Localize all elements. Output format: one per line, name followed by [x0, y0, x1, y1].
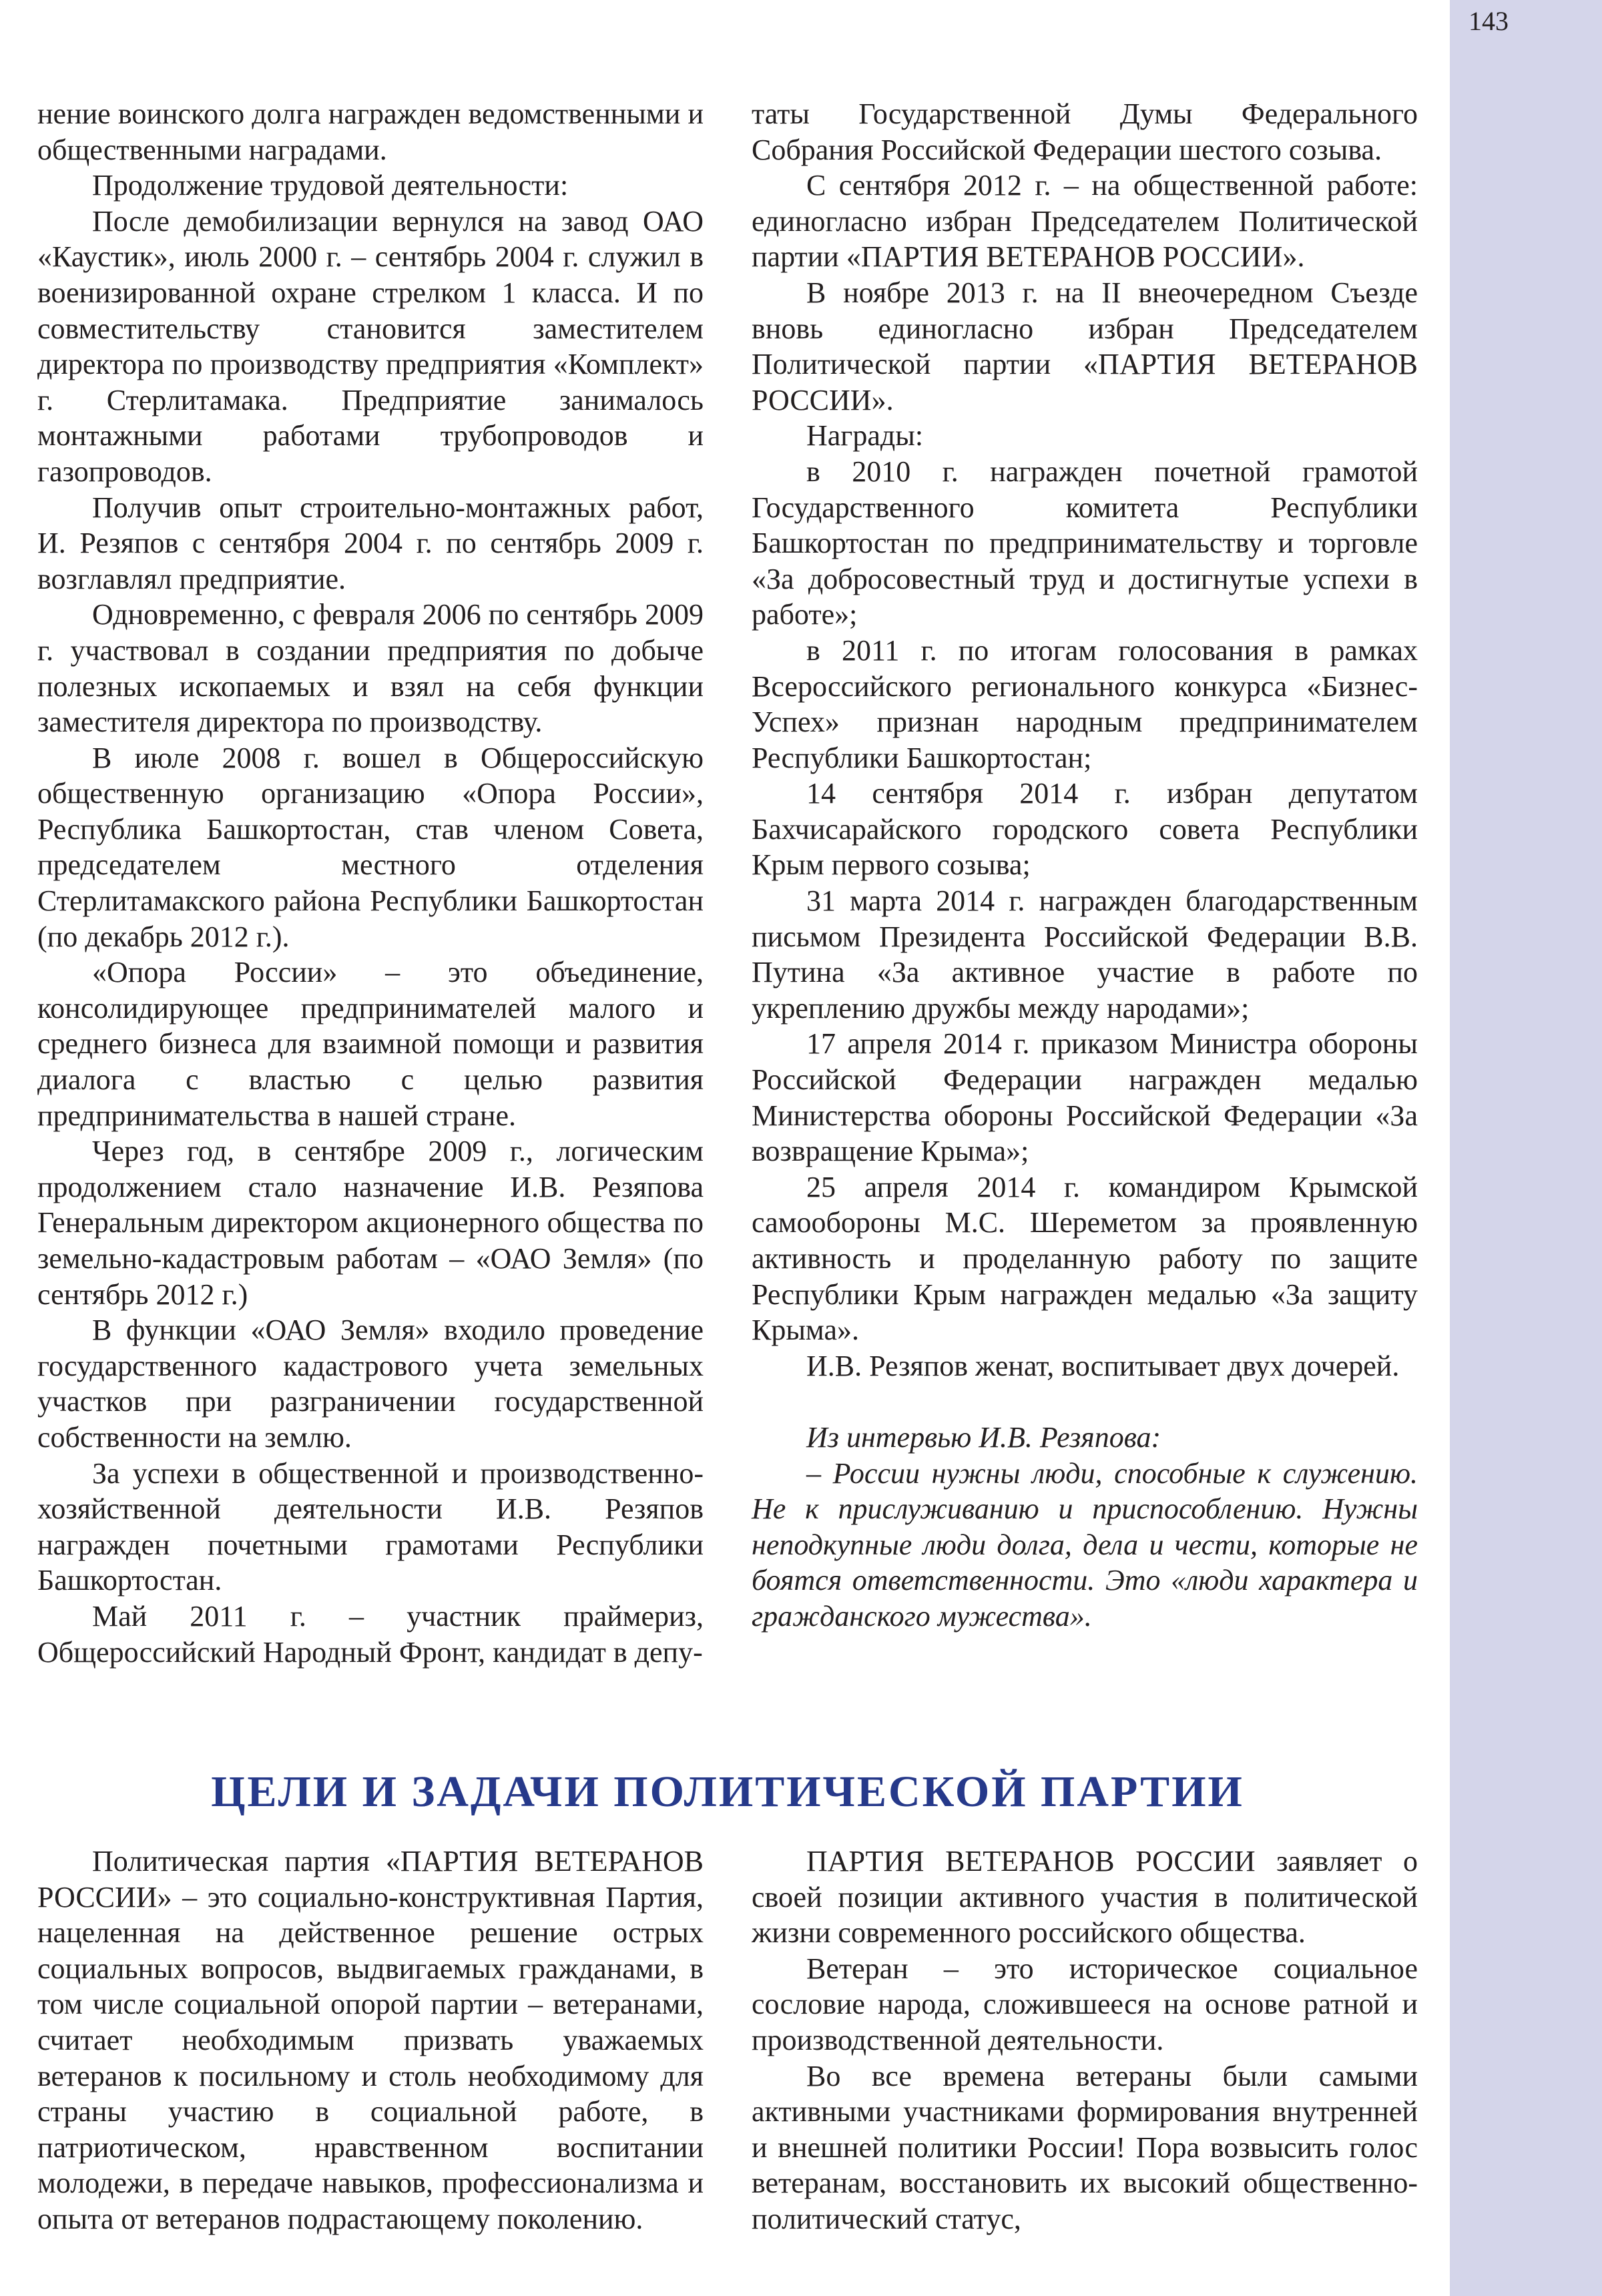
side-strip: [1450, 0, 1602, 2296]
paragraph: В ноябре 2013 г. на II внеочередном Съезде вновь единогласно избран Председателем Политической партии «ПАРТИЯ ВЕТЕРАНОВ РОССИИ».: [752, 276, 1418, 416]
section-right-column: [752, 1843, 1418, 2237]
paragraph: За успехи в общественной и производственно-хозяйственной деятельности И.В. Резяпов награжден почетными грамотами Республики Башкортостан.: [37, 1456, 704, 1597]
left-column: [37, 96, 704, 1670]
award-item: 31 марта 2014 г. награжден благодарственным письмом Президента Российской Федерации В.В. Путина «За активное участие в работе по укреплению дружбы между народами»;: [752, 884, 1418, 1025]
section-left-column: [37, 1843, 704, 2237]
page-number: 143: [1468, 6, 1509, 36]
paragraph: Получив опыт строительно-монтажных работ, И. Резяпов с сентября 2004 г. по сентябрь 2009 г. возглавлял предприятие.: [37, 491, 704, 595]
award-item: 14 сентября 2014 г. избран депутатом Бахчисарайского городского совета Республики Крым первого созыва;: [752, 777, 1418, 882]
section-heading: ЦЕЛИ И ЗАДАЧИ ПОЛИТИЧЕСКОЙ ПАРТИИ: [211, 1767, 1244, 1816]
right-column: [752, 96, 1418, 1635]
award-item: 25 апреля 2014 г. командиром Крымской самообороны М.С. Шереметом за проявленную активность и проделанную работу по защите Республики Крым награжден медалью «За защиту Крыма».: [752, 1170, 1418, 1347]
paragraph: Политическая партия «ПАРТИЯ ВЕТЕРАНОВ РОССИИ» – это социально-конструктивная Партия, нацеленная на действенное решение острых социальных вопросов, выдвигаемых гражданами, в том числе социальной опорой партии – ветеранами, считает необходимым призвать уважаемых ветеранов к посильному и столь необходимому для страны участию в социальной работе, в патриотическом, нравственном воспитании молодежи, в передаче навыков, профессионализма и опыта от ветеранов подрастающему поколению.: [37, 1845, 704, 2235]
paragraph: Одновременно, с февраля 2006 по сентябрь 2009 г. участвовал в создании предприятия по добыче полезных ископаемых и взял на себя функции заместителя директора по производству.: [37, 598, 704, 739]
paragraph: И.В. Резяпов женат, воспитывает двух дочерей.: [806, 1349, 1400, 1382]
paragraph: «Опора России» – это объединение, консолидирующее предпринимателей малого и среднего бизнеса для взаимной помощи и развития диалога с властью с целью развития предпринимательства в нашей стране.: [37, 956, 704, 1132]
award-item: 17 апреля 2014 г. приказом Министра обороны Российской Федерации награжден медалью Министерства обороны Российской Федерации «За возвращение Крыма»;: [752, 1027, 1418, 1168]
paragraph: С сентября 2012 г. – на общественной работе: единогласно избран Председателем Политической партии «ПАРТИЯ ВЕТЕРАНОВ РОССИИ».: [752, 169, 1418, 274]
paragraph: Через год, в сентябре 2009 г., логическим продолжением стало назначение И.В. Резяпова Генеральным директором акционерного общества по земельно-кадастровым работам – «ОАО Земля» (по сентябрь 2012 г.): [37, 1135, 704, 1311]
paragraph: нение воинского долга награжден ведомственными и общественными наградами.: [37, 97, 704, 166]
paragraph: В функции «ОАО Земля» входило проведение государственного кадастрового учета земельных участков при разграничении государственной собственности на землю.: [37, 1314, 704, 1454]
interview-quote: – России нужны люди, способные к служению. Не к прислуживанию и приспособлению. Нужны неподкупные люди долга, дела и чести, которые не боятся ответственности. Это «люди характера и гражданского мужества».: [752, 1456, 1418, 1633]
paragraph: Ветеран – это историческое социальное сословие народа, сложившееся на основе ратной и производственной деятельности.: [752, 1952, 1418, 2056]
paragraph: Во все времена ветераны были самыми активными участниками формирования внутренней и внешней политики России! Пора возвысить голос ветеранам, восстановить их высокий общественно-политический статус,: [752, 2059, 1418, 2235]
paragraph: таты Государственной Думы Федерального Собрания Российской Федерации шестого созыва.: [752, 97, 1418, 166]
awards-label: Награды:: [806, 419, 924, 453]
paragraph: В июле 2008 г. вошел в Общероссийскую общественную организацию «Опора России», Республика Башкортостан, став членом Совета, председателем местного отделения Стерлитамакского района Республики Башкортостан (по декабрь 2012 г.).: [37, 741, 704, 953]
paragraph: Май 2011 г. – участник праймериз, Общероссийский Народный Фронт, кандидат в депу-: [37, 1599, 704, 1669]
paragraph: ПАРТИЯ ВЕТЕРАНОВ РОССИИ заявляет о своей позиции активного участия в политической жизни современного российского общества.: [752, 1845, 1418, 1950]
paragraph: Продолжение трудовой деятельности:: [92, 169, 569, 202]
award-item: в 2010 г. награжден почетной грамотой Государственного комитета Республики Башкортостан по предпринимательству и торговле «За добросовестный труд и достигнутые успехи в работе»;: [752, 455, 1418, 631]
paragraph: После демобилизации вернулся на завод ОАО «Каустик», июль 2000 г. – сентябрь 2004 г. служил в военизированной охране стрелком 1 класса. И по совместительству становится заместителем директора по производству предприятия «Комплект» г. Стерлитамака. Предприятие занималось монтажными работами трубопроводов и газопроводов.: [37, 204, 704, 488]
award-item: в 2011 г. по итогам голосования в рамках Всероссийского регионального конкурса «Бизнес-Успех» признан народным предпринимателем Республики Башкортостан;: [752, 633, 1418, 774]
interview-title: Из интервью И.В. Резяпова:: [806, 1420, 1161, 1454]
